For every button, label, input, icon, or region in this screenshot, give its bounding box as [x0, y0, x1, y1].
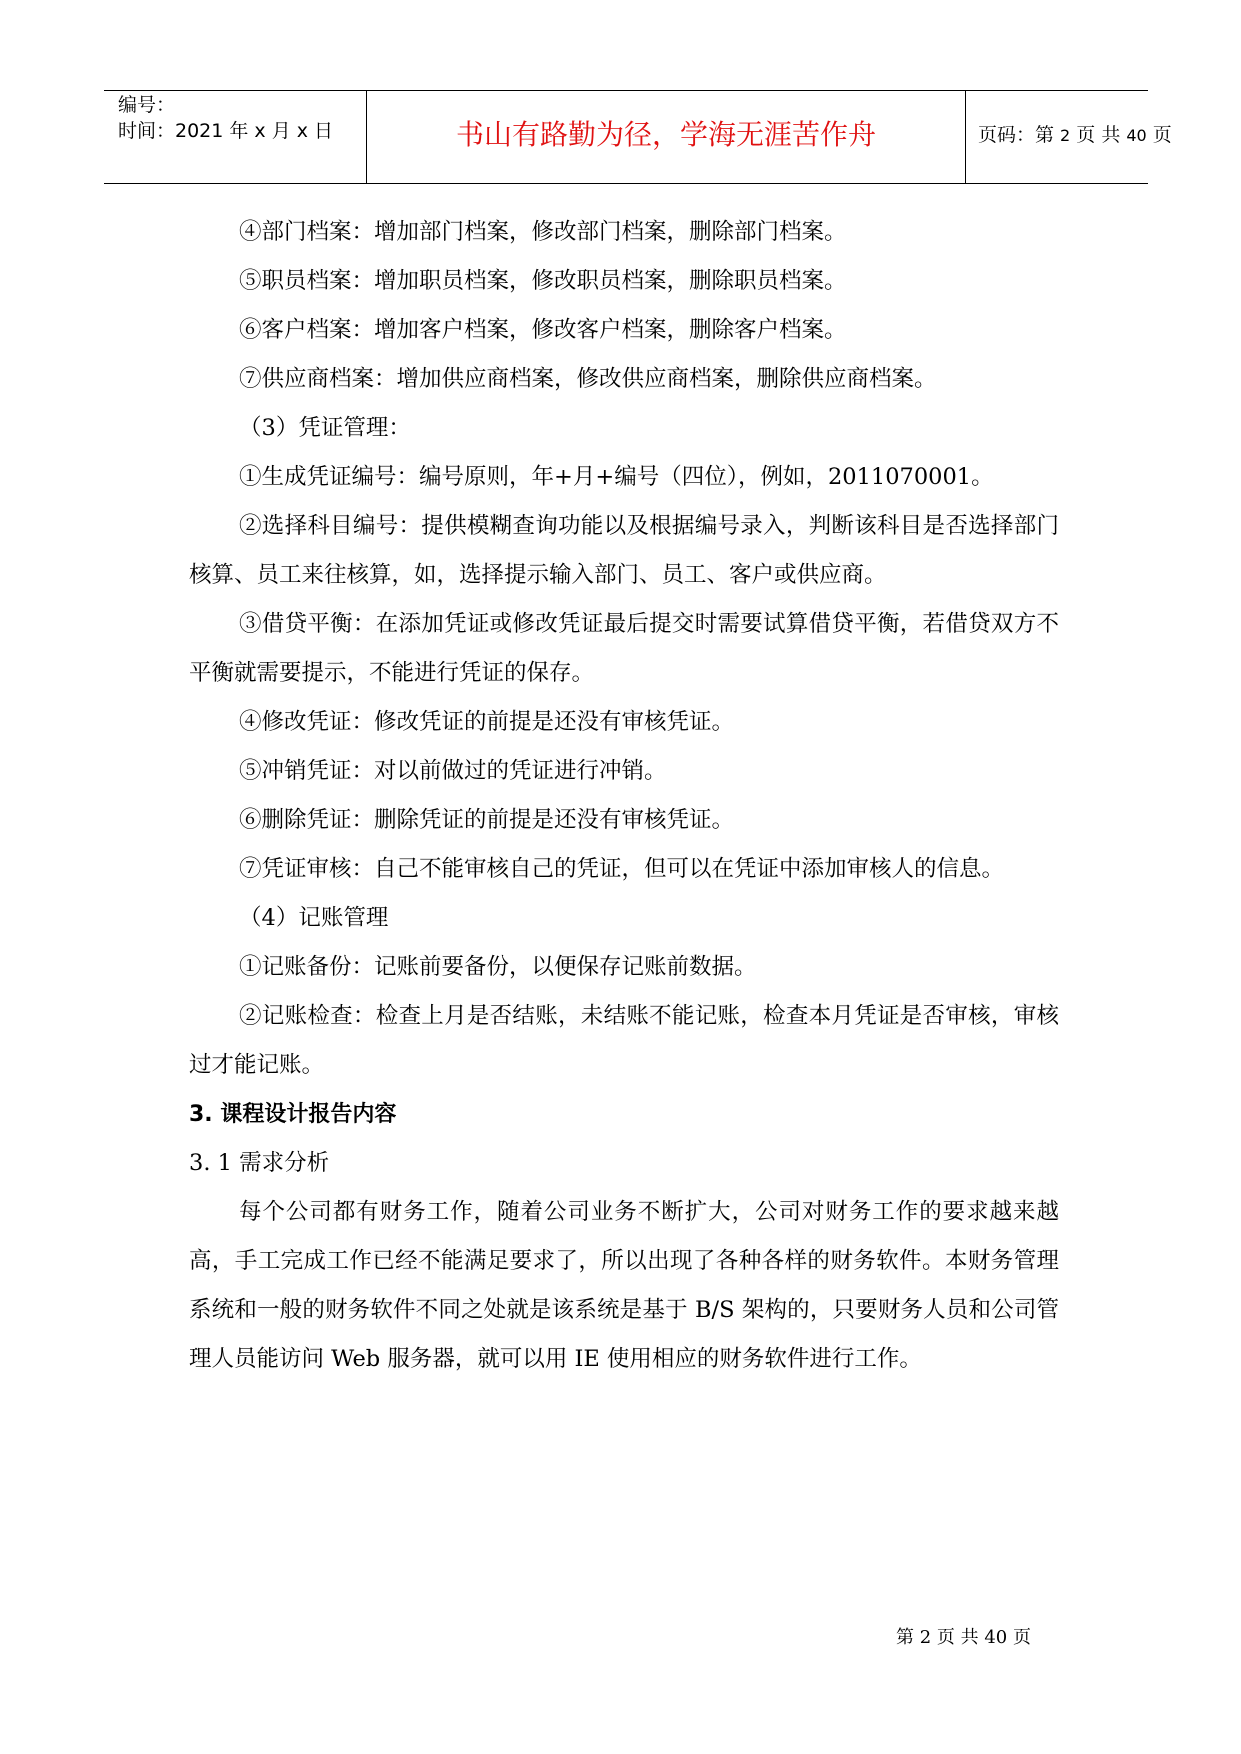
page-footer: 第 2 页 共 40 页: [896, 1627, 1031, 1648]
header-page-number: [978, 123, 1172, 148]
subsection-heading: 3. 1 需求分析: [189, 1150, 330, 1176]
body-line: ⑦凭证审核：自己不能审核自己的凭证，但可以在凭证中添加审核人的信息。: [239, 856, 1005, 882]
body-line: ⑦供应商档案：增加供应商档案，修改供应商档案，删除供应商档案。: [239, 366, 937, 392]
body-line: ④修改凭证：修改凭证的前提是还没有审核凭证。: [239, 709, 735, 735]
section-heading: 3. 课程设计报告内容: [189, 1102, 397, 1127]
header-motto-cell: [366, 91, 966, 183]
document-number-label: 编号：: [118, 94, 176, 116]
subsection-label: （4）记账管理: [239, 905, 389, 931]
requirements-paragraph: 每个公司都有财务工作，随着公司业务不断扩大，公司对财务工作的要求越来越高，手工完成工作已经不能满足要求了，所以出现了各种各样的财务软件。本财务管理系统和一般的财务软件不同之处就是该系统是基于 B/S 架构的，只要财务人员和公司管理人员能访问 Web 服务器，就可以用 IE 使用相应的财务软件进行工作。: [189, 1199, 1059, 1372]
subsection-label: （3）凭证管理：: [239, 415, 411, 441]
page-mid: 页 共: [1070, 124, 1127, 146]
body-line: ①生成凭证编号：编号原则，年+月+编号（四位），例如，2011070001。: [239, 464, 994, 490]
page-total: 40: [1126, 126, 1147, 145]
header-page-cell: [966, 91, 1172, 183]
body-paragraph: ②选择科目编号：提供模糊查询功能以及根据编号录入，判断该科目是否选择部门核算、员工来往核算，如，选择提示输入部门、员工、客户或供应商。: [189, 513, 1059, 588]
body-line: ⑤职员档案：增加职员档案，修改职员档案，删除职员档案。: [239, 268, 847, 294]
body-paragraph: ③借贷平衡：在添加凭证或修改凭证最后提交时需要试算借贷平衡，若借贷双方不平衡就需要提示，不能进行凭证的保存。: [189, 611, 1059, 686]
body-line: ④部门档案：增加部门档案，修改部门档案，删除部门档案。: [239, 219, 847, 245]
body-line: ①记账备份：记账前要备份，以便保存记账前数据。: [239, 954, 757, 980]
body-line: ⑥客户档案：增加客户档案，修改客户档案，删除客户档案。: [239, 317, 847, 343]
page-header: [104, 90, 1172, 184]
page-suffix: 页: [1146, 124, 1172, 146]
document-body: [189, 208, 1059, 1384]
header-info-cell: [104, 91, 366, 183]
page-prefix: 页码：第: [978, 124, 1061, 146]
body-paragraph: ②记账检查：检查上月是否结账，未结账不能记账，检查本月凭证是否审核，审核过才能记账。: [189, 1003, 1059, 1078]
header-motto: 书山有路勤为径，学海无涯苦作舟: [455, 118, 876, 151]
page-current: 2: [1060, 126, 1071, 145]
document-time-label: 时间：2021 年 x 月 x 日: [118, 120, 334, 142]
body-line: ⑤冲销凭证：对以前做过的凭证进行冲销。: [239, 758, 667, 784]
body-line: ⑥删除凭证：删除凭证的前提是还没有审核凭证。: [239, 807, 735, 833]
